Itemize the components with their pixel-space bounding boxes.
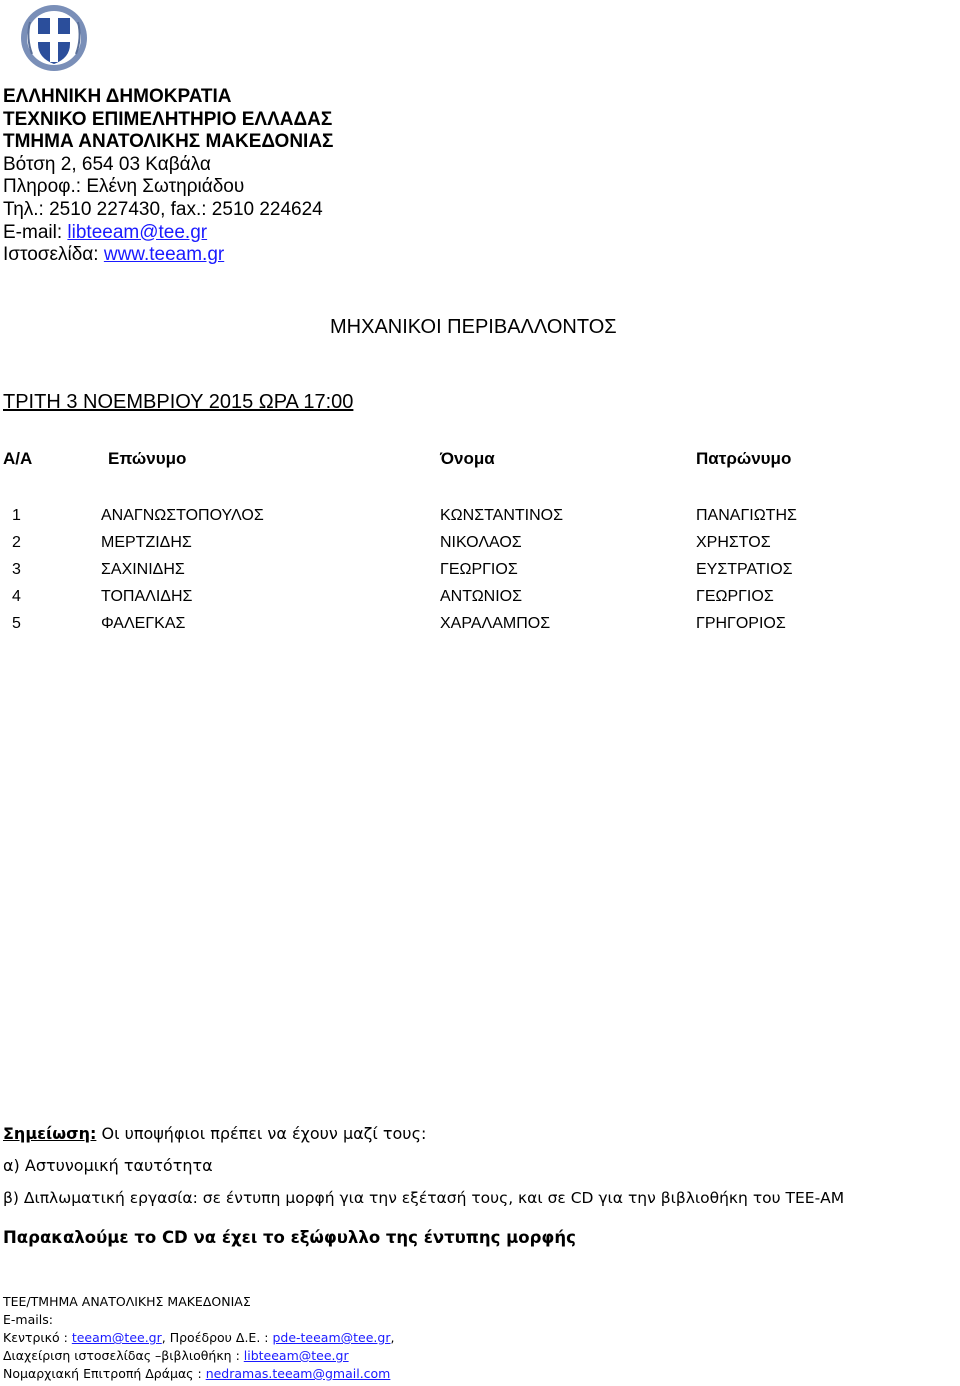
row-5-number: 5 — [12, 615, 21, 632]
row-1-surname: ΑΝΑΓΝΩΣΤΟΠΟΥΛΟΣ — [101, 507, 264, 524]
row-2-number: 2 — [12, 534, 21, 551]
footer-line-drama — [3, 1365, 394, 1383]
row-5-surname: ΦΑΛΕΓΚΑΣ — [101, 615, 186, 632]
note-label: Σημείωση: — [3, 1124, 97, 1143]
central-label: Κεντρικό : — [3, 1330, 72, 1345]
header-line-contact: Πληροφ.: Ελένη Σωτηριάδου — [3, 176, 245, 198]
drama-label: Νομαρχιακή Επιτροπή Δράμας : — [3, 1366, 206, 1381]
row-3-number: 3 — [12, 561, 21, 578]
document-title: ΜΗΧΑΝΙΚΟΙ ΠΕΡΙΒΑΛΛΟΝΤΟΣ — [330, 316, 617, 338]
footer-comma: , — [390, 1330, 395, 1345]
row-3-name: ΓΕΩΡΓΙΟΣ — [440, 561, 518, 578]
president-label: Προέδρου Δ.Ε. : — [169, 1330, 273, 1345]
row-4-number: 4 — [12, 588, 21, 605]
central-email-link[interactable]: teeam@tee.gr — [71, 1330, 162, 1345]
note-intro — [3, 1124, 426, 1143]
row-3-fathername: ΕΥΣΤΡΑΤΙΟΣ — [696, 561, 793, 578]
footer-org: ΤΕΕ/ΤΜΗΜΑ ΑΝΑΤΟΛΙΚΗΣ ΜΑΚΕΔΟΝΙΑΣ — [3, 1294, 251, 1309]
president-email-link[interactable]: pde-teeam@tee.gr — [272, 1330, 391, 1345]
header-line-country: ΕΛΛΗΝΙΚΗ ΔΗΜΟΚΡΑΤΙΑ — [3, 86, 232, 107]
website-label: Ιστοσελίδα: — [3, 244, 104, 266]
header-line-department: ΤΜΗΜΑ ΑΝΑΤΟΛΙΚΗΣ ΜΑΚΕΔΟΝΙΑΣ — [3, 131, 334, 153]
note-text: Οι υποψήφιοι πρέπει να έχουν μαζί τους: — [96, 1124, 427, 1143]
row-2-name: ΝΙΚΟΛΑΟΣ — [440, 534, 522, 551]
column-header-fathername: Πατρώνυμο — [696, 449, 792, 468]
library-label: Διαχείριση ιστοσελίδας –βιβλιοθήκη : — [3, 1348, 244, 1363]
footer-line-library — [3, 1347, 394, 1365]
header-line-email — [3, 222, 333, 245]
row-1-number: 1 — [12, 507, 21, 524]
letterhead — [3, 86, 333, 267]
row-2-fathername: ΧΡΗΣΤΟΣ — [696, 534, 771, 551]
row-5-name: ΧΑΡΑΛΑΜΠΟΣ — [440, 615, 551, 632]
row-5-fathername: ΓΡΗΓΟΡΙΟΣ — [696, 615, 786, 632]
row-4-fathername: ΓΕΩΡΓΙΟΣ — [696, 588, 774, 605]
note-emphasis: Παρακαλούμε το CD να έχει το εξώφυλλο της έντυπης μορφής — [3, 1228, 576, 1247]
note-item-a: α) Αστυνομική ταυτότητα — [3, 1156, 213, 1175]
library-email-link[interactable]: libteeam@tee.gr — [243, 1348, 349, 1363]
row-1-name: ΚΩΝΣΤΑΝΤΙΝΟΣ — [440, 507, 563, 524]
footer-separator: , — [161, 1330, 170, 1345]
footer — [3, 1293, 394, 1383]
greek-emblem-logo — [18, 2, 90, 74]
exam-date: ΤΡΙΤΗ 3 ΝΟΕΜΒΡΙΟΥ 2015 ΩΡΑ 17:00 — [3, 391, 354, 413]
row-1-fathername: ΠΑΝΑΓΙΩΤΗΣ — [696, 507, 797, 524]
column-header-number: Α/Α — [3, 449, 33, 468]
row-2-surname: ΜΕΡΤΖΙΔΗΣ — [101, 534, 192, 551]
column-header-name: Όνομα — [440, 449, 495, 468]
header-line-address: Βότση 2, 654 03 Καβάλα — [3, 153, 211, 175]
header-line-chamber: ΤΕΧΝΙΚΟ ΕΠΙΜΕΛΗΤΗΡΙΟ ΕΛΛΑΔΑΣ — [3, 108, 333, 130]
email-link[interactable]: libteeam@tee.gr — [67, 221, 208, 243]
email-label: E-mail: — [3, 221, 68, 243]
footer-emails-label: E-mails: — [3, 1312, 53, 1327]
drama-email-link[interactable]: nedramas.teeam@gmail.com — [205, 1366, 391, 1381]
row-4-surname: ΤΟΠΑΛΙΔΗΣ — [101, 588, 193, 605]
row-4-name: ΑΝΤΩΝΙΟΣ — [440, 588, 523, 605]
header-line-website — [3, 244, 333, 267]
header-line-phone: Τηλ.: 2510 227430, fax.: 2510 224624 — [3, 198, 323, 220]
column-header-surname: Επώνυμο — [108, 449, 187, 468]
note-item-b: β) Διπλωματική εργασία: σε έντυπη μορφή για την εξέτασή τους, και σε CD για την βιβλιοθήκη του ΤΕΕ-ΑΜ — [3, 1189, 845, 1207]
row-3-surname: ΣΑΧΙΝΙΔΗΣ — [101, 561, 185, 578]
footer-line-central — [3, 1329, 394, 1347]
website-link[interactable]: www.teeam.gr — [103, 244, 225, 266]
